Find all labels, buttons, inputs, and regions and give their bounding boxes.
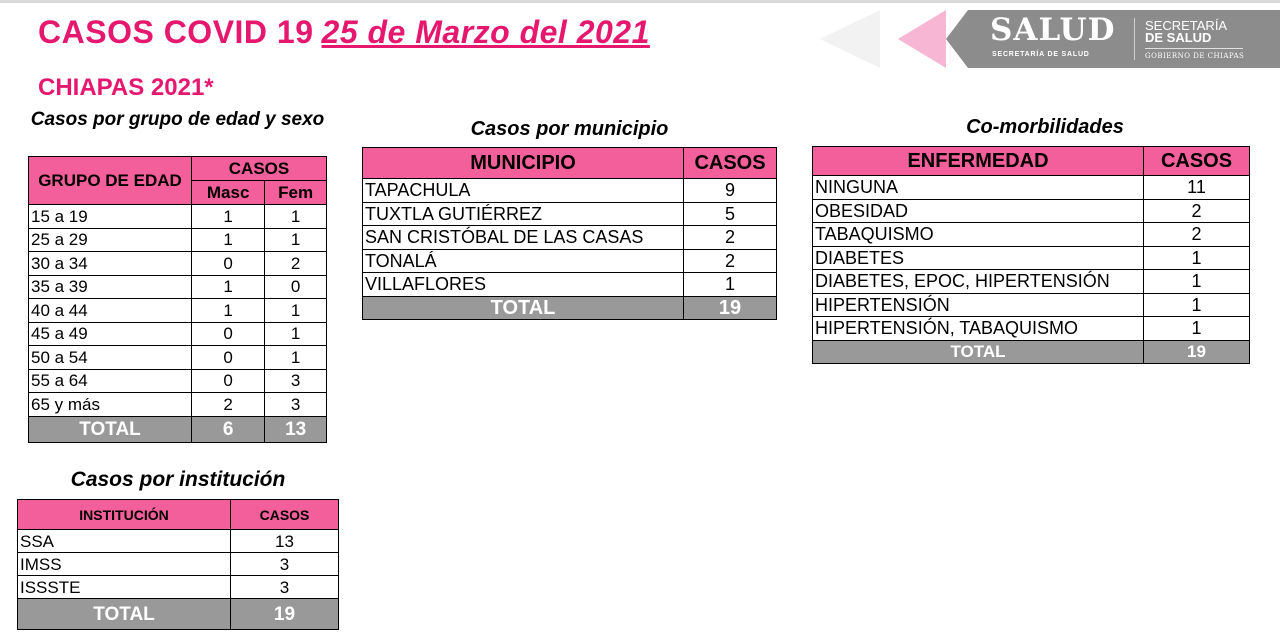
age-table-row (29, 299, 327, 323)
age-table-cell-group: 50 a 54 (29, 346, 192, 370)
institution-table-caption: Casos por institución (70, 468, 286, 491)
age-table-cell-masc: 2 (192, 393, 265, 417)
municipio-total-value: 19 (684, 296, 777, 319)
institution-header-cases: CASOS (231, 500, 339, 530)
age-header-group: GRUPO DE EDAD (29, 157, 192, 205)
age-total-label: TOTAL (29, 416, 192, 442)
institution-table-cell-cases: 3 (231, 576, 339, 599)
age-table-cell-fem: 3 (265, 393, 327, 417)
age-total-masc: 6 (192, 416, 265, 442)
municipio-header-row (363, 148, 777, 179)
page-subtitle: CHIAPAS 2021* (38, 74, 214, 101)
logo-gobierno-text: GOBIERNO DE CHIAPAS (1145, 52, 1245, 60)
comorbidities-total-value: 19 (1144, 340, 1250, 363)
municipio-table-caption: Casos por municipio (470, 118, 669, 140)
institution-total-row (18, 599, 339, 630)
age-table-cell-group: 45 a 49 (29, 322, 192, 346)
institution-header-name: INSTITUCIÓN (18, 500, 231, 530)
age-table-row (29, 346, 327, 370)
age-table-cell-masc: 1 (192, 228, 265, 252)
municipio-table-row (363, 202, 777, 226)
age-header-fem: Fem (265, 181, 327, 205)
comorbidities-table-caption: Co-morbilidades (966, 116, 1124, 138)
comorbidities-table-row (813, 293, 1250, 317)
age-table-cell-group: 65 y más (29, 393, 192, 417)
age-header-cases: CASOS (192, 157, 327, 181)
age-table-cell-group: 55 a 64 (29, 369, 192, 393)
logo-salud-text: SALUD (990, 12, 1116, 48)
institution-table-row (18, 530, 339, 553)
municipio-table-cell-cases: 5 (684, 202, 777, 226)
institution-table-cell-name: IMSS (18, 553, 231, 576)
municipio-table-row (363, 179, 777, 203)
municipio-table-cell-cases: 1 (684, 273, 777, 297)
municipio-table-cell-name: TAPACHULA (363, 179, 684, 203)
municipio-table-cell-name: SAN CRISTÓBAL DE LAS CASAS (363, 226, 684, 250)
institution-table-cell-cases: 3 (231, 553, 339, 576)
age-table-cell-masc: 0 (192, 369, 265, 393)
salud-logo (820, 10, 1280, 68)
age-table-row (29, 393, 327, 417)
comorbidities-table (812, 146, 1250, 364)
age-table-row (29, 369, 327, 393)
comorbidities-header-disease: ENFERMEDAD (813, 147, 1144, 176)
title-date: 25 de Marzo del 2021 (321, 14, 650, 50)
age-table-header-row (29, 157, 327, 181)
title-text: CASOS COVID 19 (38, 14, 314, 50)
comorbidities-table-cell-cases: 11 (1144, 176, 1250, 200)
comorbidities-table-cell-cases: 1 (1144, 246, 1250, 270)
age-table-caption: Casos por grupo de edad y sexo (30, 109, 325, 130)
age-table-cell-fem: 0 (265, 275, 327, 299)
comorbidities-table-cell-cases: 2 (1144, 199, 1250, 223)
age-table-cell-group: 40 a 44 (29, 299, 192, 323)
institution-header-row (18, 500, 339, 530)
municipio-header-cases: CASOS (684, 148, 777, 179)
age-table-row (29, 252, 327, 276)
age-table-cell-fem: 1 (265, 346, 327, 370)
age-table-cell-masc: 1 (192, 205, 265, 229)
age-table-cell-masc: 1 (192, 299, 265, 323)
municipio-header-name: MUNICIPIO (363, 148, 684, 179)
logo-secretaria-rule (1145, 48, 1243, 49)
age-table-cell-masc: 0 (192, 346, 265, 370)
logo-secretaria-line2: DE SALUD (1145, 30, 1212, 45)
institution-table (17, 499, 339, 630)
municipio-table-cell-name: TUXTLA GUTIÉRREZ (363, 202, 684, 226)
comorbidities-table-cell-name: DIABETES, EPOC, HIPERTENSIÓN (813, 270, 1144, 294)
comorbidities-table-cell-name: NINGUNA (813, 176, 1144, 200)
institution-table-cell-name: SSA (18, 530, 231, 553)
age-table-cell-group: 15 a 19 (29, 205, 192, 229)
municipio-table (362, 147, 777, 320)
municipio-table-cell-cases: 2 (684, 226, 777, 250)
comorbidities-table-cell-name: TABAQUISMO (813, 223, 1144, 247)
comorbidities-table-row (813, 270, 1250, 294)
comorbidities-table-cell-name: DIABETES (813, 246, 1144, 270)
age-table-cell-fem: 2 (265, 252, 327, 276)
age-table (28, 156, 327, 443)
comorbidities-table-cell-cases: 1 (1144, 270, 1250, 294)
age-table-row (29, 322, 327, 346)
logo-chevron-pink (898, 10, 946, 68)
comorbidities-table-row (813, 223, 1250, 247)
institution-table-cell-cases: 13 (231, 530, 339, 553)
municipio-total-row (363, 296, 777, 319)
age-table-row (29, 275, 327, 299)
age-table-cell-group: 30 a 34 (29, 252, 192, 276)
age-table-cell-fem: 1 (265, 299, 327, 323)
age-table-row (29, 228, 327, 252)
age-table-cell-group: 25 a 29 (29, 228, 192, 252)
comorbidities-table-cell-cases: 1 (1144, 293, 1250, 317)
comorbidities-table-row (813, 317, 1250, 341)
age-table-cell-masc: 1 (192, 275, 265, 299)
municipio-table-cell-cases: 9 (684, 179, 777, 203)
age-header-masc: Masc (192, 181, 265, 205)
top-divider (0, 0, 1280, 3)
comorbidities-table-cell-name: HIPERTENSIÓN (813, 293, 1144, 317)
age-table-cell-fem: 1 (265, 228, 327, 252)
age-total-fem: 13 (265, 416, 327, 442)
comorbidities-table-cell-name: HIPERTENSIÓN, TABAQUISMO (813, 317, 1144, 341)
comorbidities-table-row (813, 176, 1250, 200)
comorbidities-total-row (813, 340, 1250, 363)
comorbidities-table-row (813, 246, 1250, 270)
municipio-total-label: TOTAL (363, 296, 684, 319)
municipio-table-row (363, 226, 777, 250)
municipio-table-row (363, 249, 777, 273)
age-total-row (29, 416, 327, 442)
logo-chevron-light (820, 10, 880, 68)
comorbidities-total-label: TOTAL (813, 340, 1144, 363)
municipio-table-cell-name: TONALÁ (363, 249, 684, 273)
institution-table-cell-name: ISSSTE (18, 576, 231, 599)
age-table-cell-group: 35 a 39 (29, 275, 192, 299)
comorbidities-table-cell-cases: 1 (1144, 317, 1250, 341)
institution-total-label: TOTAL (18, 599, 231, 630)
logo-salud-subtext: SECRETARÍA DE SALUD (992, 51, 1090, 58)
institution-table-row (18, 576, 339, 599)
age-table-row (29, 205, 327, 229)
page-title (38, 14, 650, 51)
age-table-cell-masc: 0 (192, 322, 265, 346)
age-table-cell-fem: 3 (265, 369, 327, 393)
logo-secretaria-line1: SECRETARÍA (1145, 18, 1228, 33)
municipio-table-cell-name: VILLAFLORES (363, 273, 684, 297)
logo-separator (1134, 18, 1135, 60)
age-table-cell-masc: 0 (192, 252, 265, 276)
comorbidities-table-cell-name: OBESIDAD (813, 199, 1144, 223)
comorbidities-header-row (813, 147, 1250, 176)
institution-total-value: 19 (231, 599, 339, 630)
comorbidities-table-cell-cases: 2 (1144, 223, 1250, 247)
municipio-table-cell-cases: 2 (684, 249, 777, 273)
age-table-cell-fem: 1 (265, 322, 327, 346)
age-table-cell-fem: 1 (265, 205, 327, 229)
institution-table-row (18, 553, 339, 576)
comorbidities-table-row (813, 199, 1250, 223)
comorbidities-header-cases: CASOS (1144, 147, 1250, 176)
municipio-table-row (363, 273, 777, 297)
